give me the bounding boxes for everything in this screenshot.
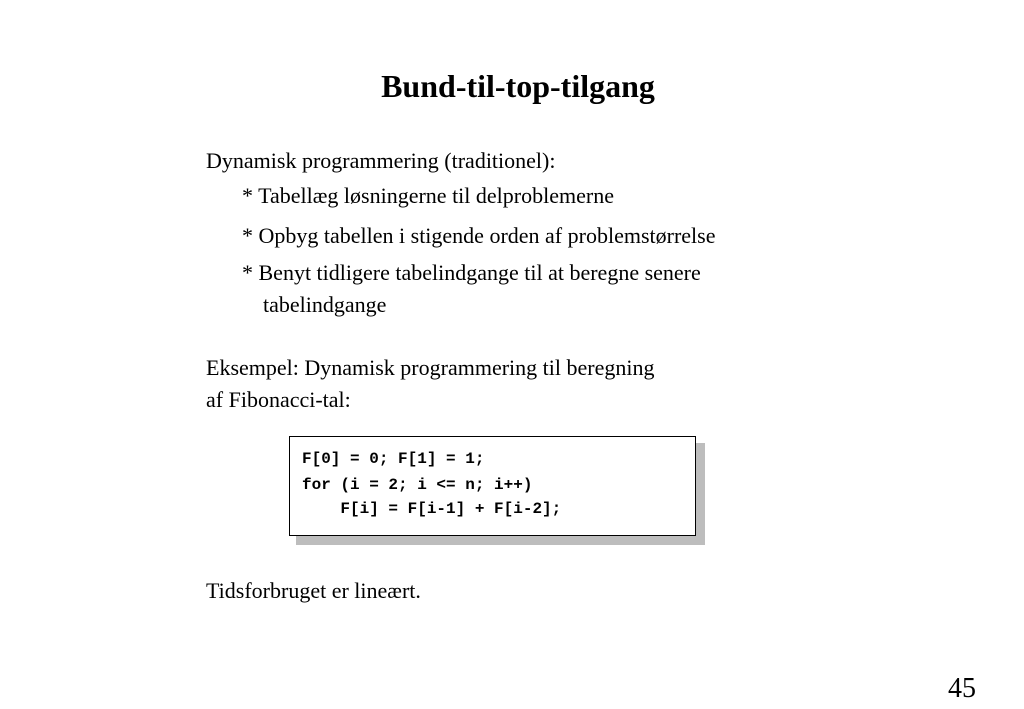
intro-text: Dynamisk programmering (traditionel): [206,148,556,173]
conclusion-text: Tidsforbruget er lineært. [206,578,421,603]
page-number: 45 [948,673,976,704]
code-box [289,436,696,536]
slide-title: Bund-til-top-tilgang [381,68,655,104]
example-text-line-2: af Fibonacci-tal: [206,387,351,412]
bullet-item-1: * Tabellæg løsningerne til delproblemerne [242,183,614,208]
code-line-1: F[0] = 0; F[1] = 1; [302,450,485,468]
example-text-line-1: Eksempel: Dynamisk programmering til beregning [206,355,655,380]
code-line-2: for (i = 2; i <= n; i++) [302,476,533,494]
bullet-item-3: * Benyt tidligere tabelindgange til at beregne senere [242,260,701,285]
bullet-item-3-continuation: tabelindgange [263,292,387,317]
bullet-item-2: * Opbyg tabellen i stigende orden af problemstørrelse [242,223,716,248]
code-line-3: F[i] = F[i-1] + F[i-2]; [302,500,562,518]
